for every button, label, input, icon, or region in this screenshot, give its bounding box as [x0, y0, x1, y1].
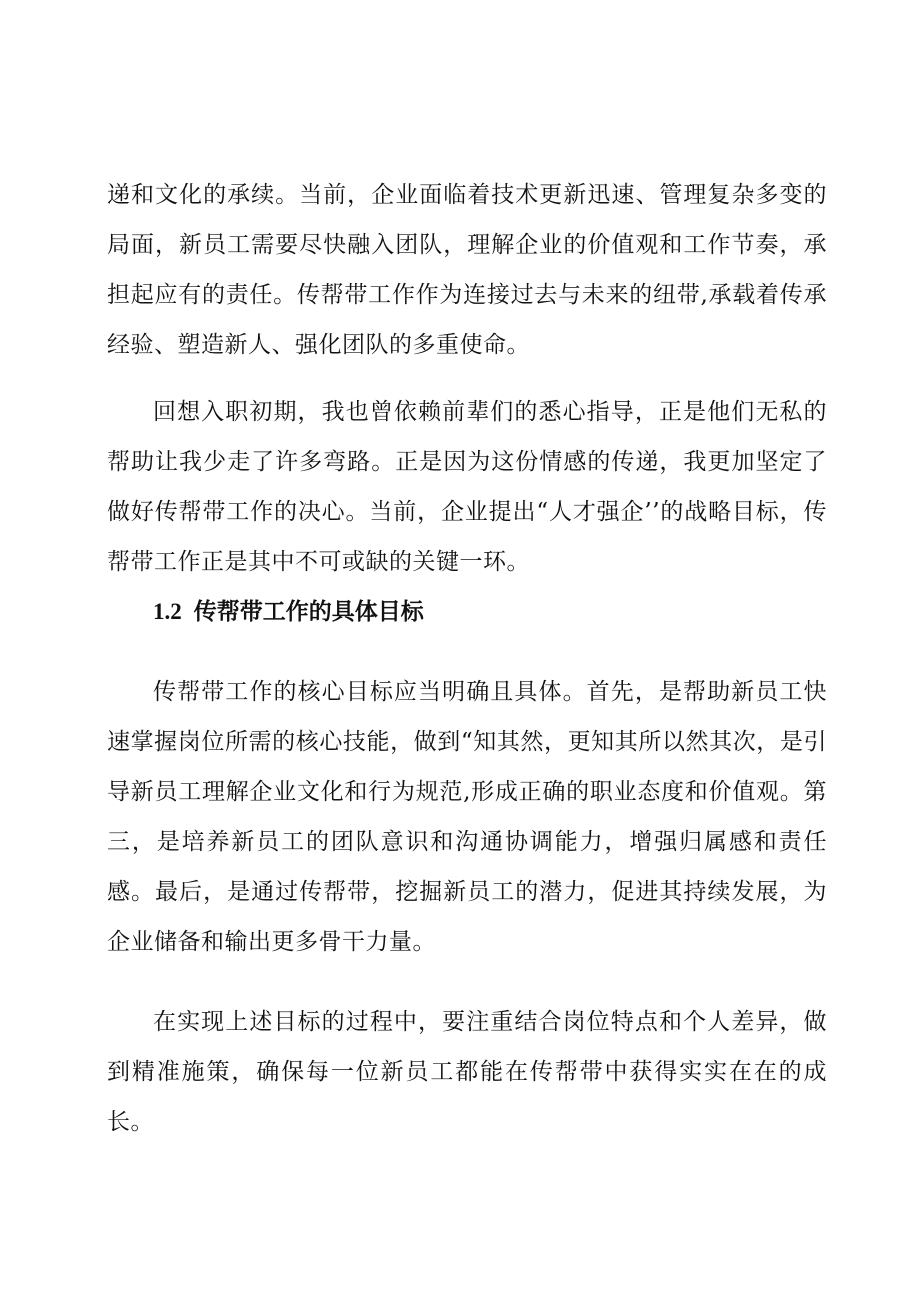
section-number: 1.2: [153, 599, 182, 624]
paragraph-core-goals: 传帮带工作的核心目标应当明确且具体。首先，是帮助新员工快速掌握岗位所需的核心技能，做到“知其然，更知其所以然其次，是引导新员工理解企业文化和行为规范,形成正确的职业态度和价值观。第三，是培养新员工的团队意识和沟通协调能力，增强归属感和责任感。最后，是通过传帮带，挖掘新员工的潜力，促进其持续发展，为企业储备和输出更多骨干力量。: [107, 679, 827, 955]
section-title: 传帮带工作的具体目标: [193, 599, 424, 625]
paragraph-recollection: 回想入职初期，我也曾依赖前辈们的悉心指导，正是他们无私的帮助让我少走了许多弯路。正是因为这份情感的传递，我更加坚定了做好传帮带工作的决心。当前，企业提出“人才强企’’的战略目标，传帮带工作正是其中不可或缺的关键一环。: [107, 399, 827, 575]
paragraph-implementation: 在实现上述目标的过程中，要注重结合岗位特点和个人差异，做到精准施策，确保每一位新员工都能在传帮带中获得实实在在的成长。: [107, 1009, 827, 1135]
document-body: [107, 170, 827, 1147]
paragraph-continuation: 递和文化的承续。当前，企业面临着技术更新迅速、管理复杂多变的局面，新员工需要尽快融入团队，理解企业的价值观和工作节奏，承担起应有的责任。传帮带工作作为连接过去与未来的纽带,承载着传承经验、塑造新人、强化团队的多重使命。: [107, 182, 827, 358]
section-heading: [107, 587, 827, 637]
